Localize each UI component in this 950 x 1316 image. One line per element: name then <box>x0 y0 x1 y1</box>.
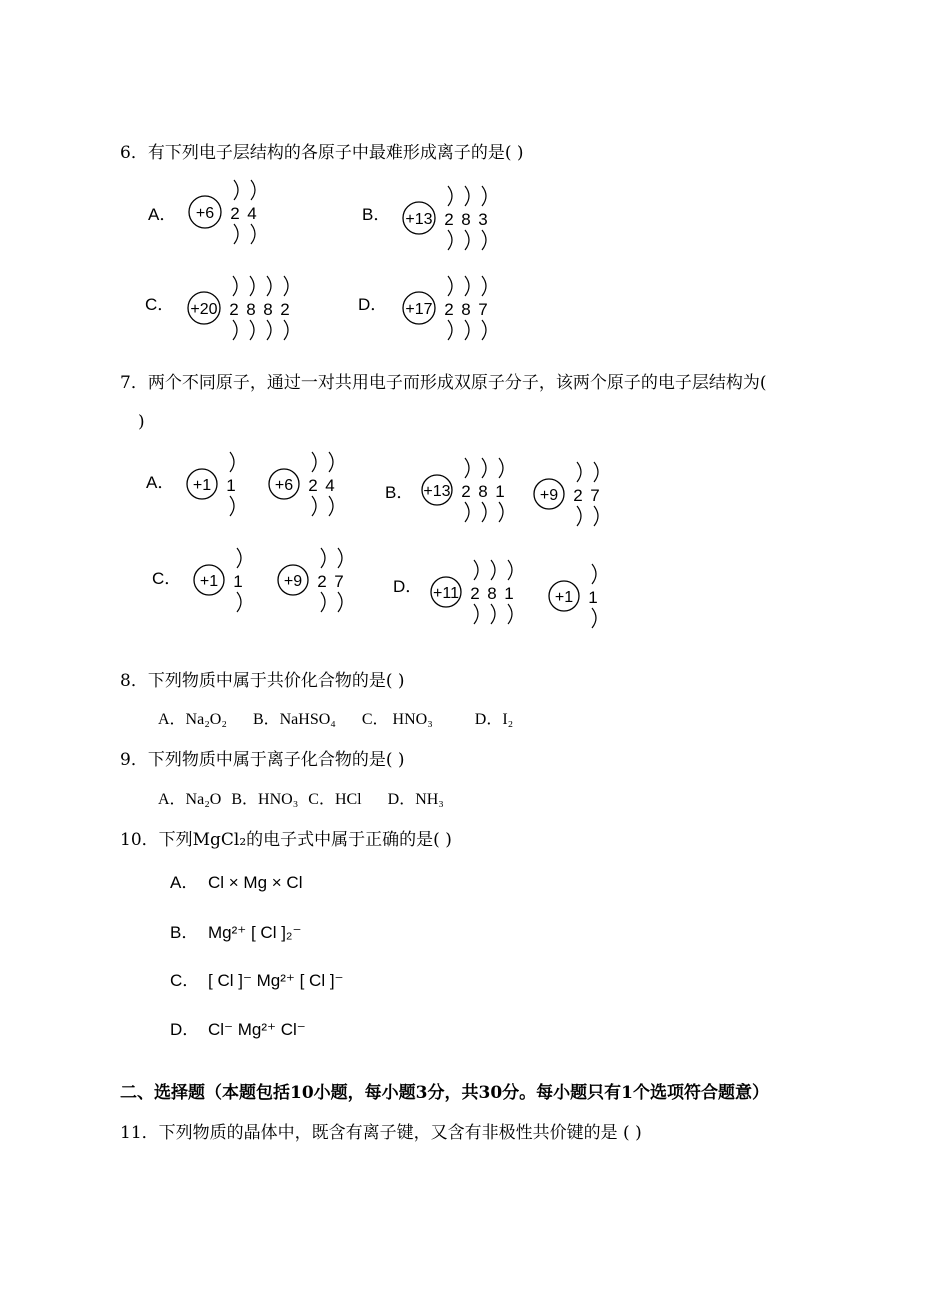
nucleus-label: +1 <box>554 589 574 606</box>
shell-electron-count: 8 <box>487 584 497 603</box>
q10-option-c <box>170 971 344 990</box>
q6-option-a-atom <box>189 180 257 244</box>
shell-arc <box>482 458 486 478</box>
q7-option-a-atom-2 <box>269 452 335 516</box>
shell-electron-count: 2 <box>461 482 471 501</box>
shell-electron-count: 1 <box>495 482 505 501</box>
q7-option-d-label: D． <box>393 577 423 596</box>
question-9-text: 9．下列物质中属于离子化合物的是( ) <box>120 750 405 770</box>
shell-electron-count: 1 <box>504 584 514 603</box>
nucleus-label: +6 <box>274 477 294 494</box>
shell-arc <box>233 276 237 296</box>
shell-electron-count: 1 <box>588 588 598 607</box>
q10-electron-formula: Mg²⁺ [ Cl ]₂⁻ <box>208 923 302 942</box>
q9-option-b: B．HNO₃ <box>231 791 299 808</box>
q10-option-label: D． <box>170 1020 200 1039</box>
shell-electron-count: 1 <box>226 476 236 495</box>
q7-option-b-atom-1 <box>422 458 505 522</box>
shell-arc <box>499 458 503 478</box>
shell-arc <box>448 276 452 296</box>
nucleus-label: +1 <box>199 573 219 590</box>
shell-arc <box>321 548 325 568</box>
q10-electron-formula: Cl × Mg × Cl <box>208 873 303 892</box>
q6-option-b-label: B． <box>362 205 391 224</box>
shell-arc <box>594 462 598 482</box>
shell-arc <box>237 592 241 612</box>
q10-option-label: A． <box>170 873 199 892</box>
q10-option-d <box>170 1020 306 1039</box>
q10-option-a <box>170 873 302 892</box>
shell-arc <box>284 320 288 340</box>
q9-option-d: D．NH₃ <box>387 791 444 808</box>
q10-option-b <box>170 923 302 942</box>
shell-arc <box>491 604 495 624</box>
q6-option-d-label: D． <box>358 295 388 314</box>
shell-electron-count: 2 <box>308 476 318 495</box>
question-6-text: 6．有下列电子层结构的各原子中最难形成离子的是( ) <box>120 143 524 163</box>
shell-electron-count: 2 <box>317 572 327 591</box>
shell-arc <box>230 452 234 472</box>
nucleus-label: +6 <box>195 205 215 222</box>
shell-arc <box>482 320 486 340</box>
shell-arc <box>465 502 469 522</box>
question-7-diagrams <box>146 452 600 628</box>
shell-arc <box>284 276 288 296</box>
question-8-options <box>158 706 535 729</box>
shell-arc <box>482 276 486 296</box>
shell-electron-count: 2 <box>444 210 454 229</box>
shell-electron-count: 8 <box>461 300 471 319</box>
shell-arc <box>234 224 238 244</box>
q8-option-a: A．Na₂O₂ <box>158 711 227 728</box>
shell-arc <box>329 452 333 472</box>
shell-electron-count: 3 <box>478 210 488 229</box>
q6-option-d-atom <box>403 276 488 340</box>
shell-arc <box>448 186 452 206</box>
shell-arc <box>329 496 333 516</box>
q9-option-c: C．HCl <box>308 791 362 808</box>
shell-electron-count: 8 <box>461 210 471 229</box>
q7-option-c-atom-2 <box>278 548 344 612</box>
question-10-diagrams <box>170 873 344 1039</box>
q7-option-c-atom-1 <box>194 548 243 612</box>
shell-arc <box>491 560 495 580</box>
question-11-text: 11．下列物质的晶体中，既含有离子键，又含有非极性共价键的是 ( ) <box>120 1123 642 1143</box>
shell-arc <box>482 186 486 206</box>
q6-option-c-label: C． <box>145 295 175 314</box>
shell-arc <box>250 320 254 340</box>
shell-arc <box>465 230 469 250</box>
q8-option-d: D．I₂ <box>474 711 514 728</box>
shell-arc <box>312 496 316 516</box>
shell-arc <box>465 458 469 478</box>
shell-electron-count: 8 <box>263 300 273 319</box>
nucleus-label: +13 <box>405 211 433 228</box>
question-6-diagrams <box>145 180 488 340</box>
shell-arc <box>230 496 234 516</box>
q10-electron-formula: [ Cl ]⁻ Mg²⁺ [ Cl ]⁻ <box>208 971 344 990</box>
shell-arc <box>592 564 596 584</box>
q7-option-d-atom-1 <box>431 560 514 624</box>
nucleus-label: +13 <box>423 483 451 500</box>
shell-electron-count: 2 <box>573 486 583 505</box>
shell-electron-count: 2 <box>280 300 290 319</box>
shell-arc <box>251 224 255 244</box>
shell-arc <box>267 320 271 340</box>
shell-arc <box>237 548 241 568</box>
shell-arc <box>312 452 316 472</box>
shell-arc <box>592 608 596 628</box>
shell-arc <box>577 506 581 526</box>
q7-option-b-label: B． <box>385 483 414 502</box>
shell-arc <box>482 230 486 250</box>
q7-option-c-label: C． <box>152 569 182 588</box>
q9-option-a: A．Na₂O <box>158 791 222 808</box>
q7-option-d-atom-2 <box>549 564 598 628</box>
nucleus-label: +20 <box>190 301 218 318</box>
shell-electron-count: 4 <box>247 204 257 223</box>
shell-electron-count: 2 <box>470 584 480 603</box>
shell-electron-count: 7 <box>334 572 344 591</box>
section-2-heading: 二、选择题（本题包括10小题，每小题3分，共30分。每小题只有1个选项符合题意） <box>120 1083 769 1103</box>
nucleus-label: +9 <box>539 487 559 504</box>
q10-option-label: B． <box>170 923 199 942</box>
shell-arc <box>234 180 238 200</box>
shell-arc <box>233 320 237 340</box>
shell-arc <box>448 320 452 340</box>
shell-arc <box>499 502 503 522</box>
q7-option-a-atom-1 <box>187 452 236 516</box>
shell-electron-count: 4 <box>325 476 335 495</box>
question-8-text: 8．下列物质中属于共价化合物的是( ) <box>120 671 405 691</box>
shell-electron-count: 2 <box>230 204 240 223</box>
shell-electron-count: 7 <box>590 486 600 505</box>
q8-option-c: C． HNO₃ <box>361 711 433 728</box>
shell-arc <box>474 604 478 624</box>
q7-option-a-label: A． <box>146 473 175 492</box>
shell-arc <box>250 276 254 296</box>
shell-arc <box>321 592 325 612</box>
question-7-text-line1: 7．两个不同原子，通过一对共用电子而形成双原子分子，该两个原子的电子层结构为( <box>120 373 767 393</box>
question-10-text: 10．下列MgCl₂的电子式中属于正确的是( ) <box>120 830 452 850</box>
shell-arc <box>251 180 255 200</box>
q6-option-a-label: A． <box>148 205 177 224</box>
shell-arc <box>338 548 342 568</box>
nucleus-label: +9 <box>283 573 303 590</box>
shell-arc <box>448 230 452 250</box>
shell-arc <box>482 502 486 522</box>
shell-arc <box>508 560 512 580</box>
shell-arc <box>508 604 512 624</box>
q10-option-label: C． <box>170 971 200 990</box>
shell-arc <box>474 560 478 580</box>
shell-electron-count: 2 <box>229 300 239 319</box>
q6-option-b-atom <box>403 186 488 250</box>
q6-option-c-atom <box>188 276 290 340</box>
shell-electron-count: 7 <box>478 300 488 319</box>
question-9-options <box>158 786 466 809</box>
nucleus-label: +1 <box>192 477 212 494</box>
nucleus-label: +17 <box>405 301 433 318</box>
shell-electron-count: 8 <box>246 300 256 319</box>
shell-arc <box>577 462 581 482</box>
q10-electron-formula: Cl⁻ Mg²⁺ Cl⁻ <box>208 1020 306 1039</box>
shell-electron-count: 8 <box>478 482 488 501</box>
shell-electron-count: 1 <box>233 572 243 591</box>
question-7-text-line2: ) <box>138 412 145 432</box>
shell-arc <box>267 276 271 296</box>
q8-option-b: B．NaHSO₄ <box>252 711 336 728</box>
shell-arc <box>594 506 598 526</box>
shell-arc <box>338 592 342 612</box>
shell-arc <box>465 186 469 206</box>
shell-arc <box>465 276 469 296</box>
shell-electron-count: 2 <box>444 300 454 319</box>
nucleus-label: +11 <box>433 585 459 602</box>
q7-option-b-atom-2 <box>534 462 600 526</box>
shell-arc <box>465 320 469 340</box>
